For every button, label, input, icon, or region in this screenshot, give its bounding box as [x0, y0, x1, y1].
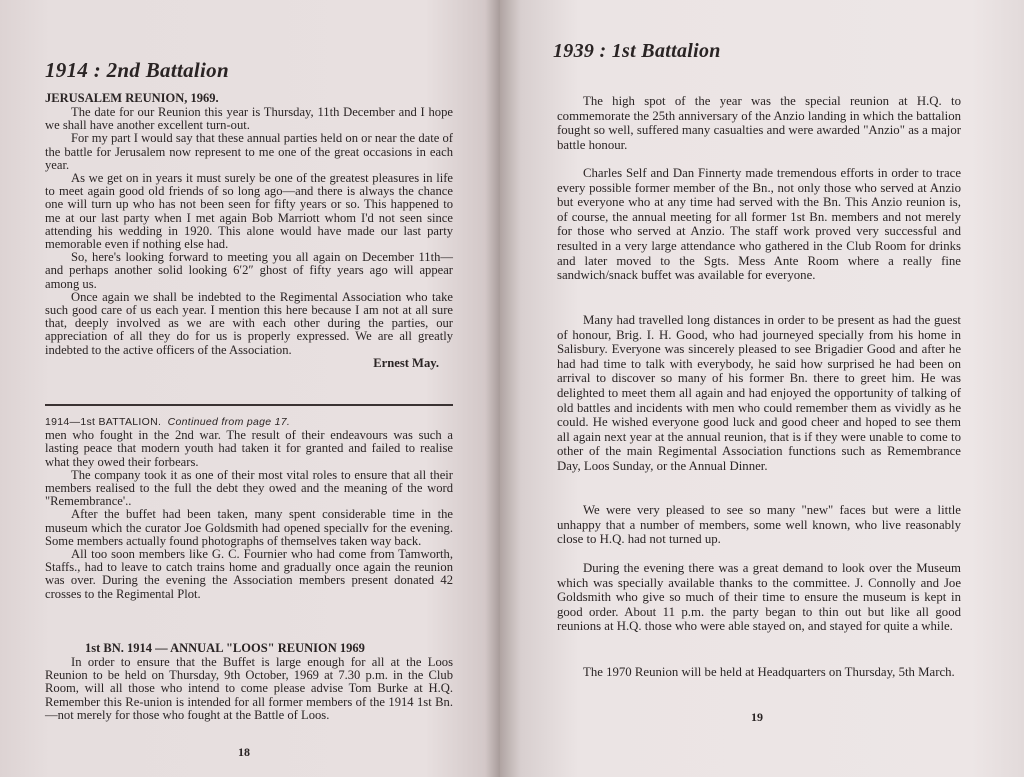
jerusalem-reunion-article	[45, 106, 453, 370]
paragraph: Charles Self and Dan Finnerty made tremendous efforts in order to trace every possible former member of the Bn., not only those who served at Anzio but everyone who at any time had served with the Bn. This Anzio reunion is, of course, the annual meeting for all former 1st Bn. members and not merely for those who served at Anzio. The staff work proved very successful and resulted in a very large attendance who gathered in the Club Room for drinks and later moved to the Sgts. Mess Ante Room where a really fine sandwich/snack buffet was available for everyone.	[557, 166, 961, 283]
left-page-title: 1914 : 2nd Battalion	[45, 58, 229, 82]
paragraph: The 1970 Reunion will be held at Headquarters on Thursday, 5th March.	[583, 665, 955, 679]
continued-heading: 1914—1st BATTALION.	[45, 416, 162, 428]
paragraph: As we get on in years it must surely be one of the greatest pleasures in life to meet again good old friends of so long ago—and there is always the chance one will turn up who has not been seen for fifty years or so. This happened to me at our last party when I met again Bob Marriott whom I'd not seen since attending his wedding in 1920. This alone would have made our last party memorable even if nothing else had.	[45, 171, 453, 252]
paragraph: The high spot of the year was the special reunion at H.Q. to commemorate the 25th anniversary of the Anzio landing in which the battalion fought so well, suffered many casualties and were awarded "Anzio" as a major battle honour.	[557, 94, 961, 152]
section-divider	[45, 404, 453, 406]
author-signature: Ernest May.	[373, 355, 439, 370]
page-number-18: 18	[238, 745, 250, 759]
jerusalem-reunion-heading: JERUSALEM REUNION, 1969.	[45, 91, 219, 105]
loos-reunion-article	[45, 656, 453, 722]
paragraph: All too soon members like G. C. Fournier who had come from Tamworth, Staffs., had to leave to catch trains home and gradually once again the reunion was over. During the evening the Association members present donated 42 crosses to the Regimental Plot.	[45, 547, 453, 601]
continued-article	[45, 416, 453, 601]
paragraph: In order to ensure that the Buffet is large enough for all at the Loos Reunion to be held on Thursday, 9th October, 1969 at 7.30 p.m. in the Club Room, will all those who intend to come please advise Tom Burke at H.Q. Remember this Re-union is intended for all former members of the 1914 1st Bn.—not merely for those who fought at the Battle of Loos.	[45, 655, 453, 722]
paragraph: For my part I would say that these annual parties held on or near the date of the battle for Jerusalem now represent to me one of the great occasions in each year.	[45, 131, 453, 172]
continued-note: Continued from page 17.	[167, 416, 291, 428]
paragraph: During the evening there was a great demand to look over the Museum which was specially available thanks to the committee. J. Connolly and Joe Goldsmith who give so much of their time to ensure the museum is kept in good order. About 11 p.m. the party began to thin out but like all good reunions at H.Q. those who were able stayed on, and stayed for quite a while.	[557, 561, 961, 634]
paragraph: We were very pleased to see so many "new" faces but were a little unhappy that a number of members, some well known, who live reasonably close to H.Q. had not turned up.	[557, 503, 961, 547]
paragraph: The date for our Reunion this year is Thursday, 11th December and I hope we shall have another excellent turn-out.	[45, 105, 453, 133]
loos-reunion-heading: 1st BN. 1914 — ANNUAL "LOOS" REUNION 1969	[85, 641, 365, 655]
paragraph: Once again we shall be indebted to the Regimental Association who take such good care of us each year. I mention this here because I am not at all sure that, deeply involved as we are with each other during the parties, our appreciation of all they do for us is properly expressed. We are all greatly indebted to the active officers of the Association.	[45, 289, 453, 357]
paragraph: The company took it as one of their most vital roles to ensure that all their members realised to the full the debt they owed and the meaning of the word "Remembrance'..	[45, 467, 453, 509]
paragraph: So, here's looking forward to meeting you all again on December 11th—and perhaps another solid looking 6′2″ ghost of fifty years ago will appear among us.	[45, 250, 453, 291]
paragraph: Many had travelled long distances in order to be present as had the guest of honour, Brig. I. H. Good, who had journeyed specially from his home in Salisbury. Everyone was sincerely pleased to see Brigadier Good and after he had had time to talk with everybody, he said how surprised he had been on arrival to discover so many of his former Bn. there to greet him. He was delighted to meet them all again and had enjoyed the opportunity of talking of old battles and incidents with men who could remember them as vividly as he could. He wished everyone good luck and good cheer and hoped to see them all again next year at the annual reunion, that is if they were unable to come to other of the main Regimental Association functions such as Remembrance Day, Loos Sunday, or the Annual Dinner.	[557, 313, 961, 473]
paragraph: men who fought in the 2nd war. The result of their endeavours was such a lasting peace that modern youth had taken it for granted and failed to realise what they owed their forbears.	[45, 428, 453, 469]
paragraph: After the buffet had been taken, many spent considerable time in the museum which the curator Joe Goldsmith had opened speciallv for the evening. Some members actually found photographs of themselves taken way back.	[45, 507, 453, 548]
right-page-title: 1939 : 1st Battalion	[553, 40, 721, 62]
page-number-19: 19	[751, 710, 763, 724]
